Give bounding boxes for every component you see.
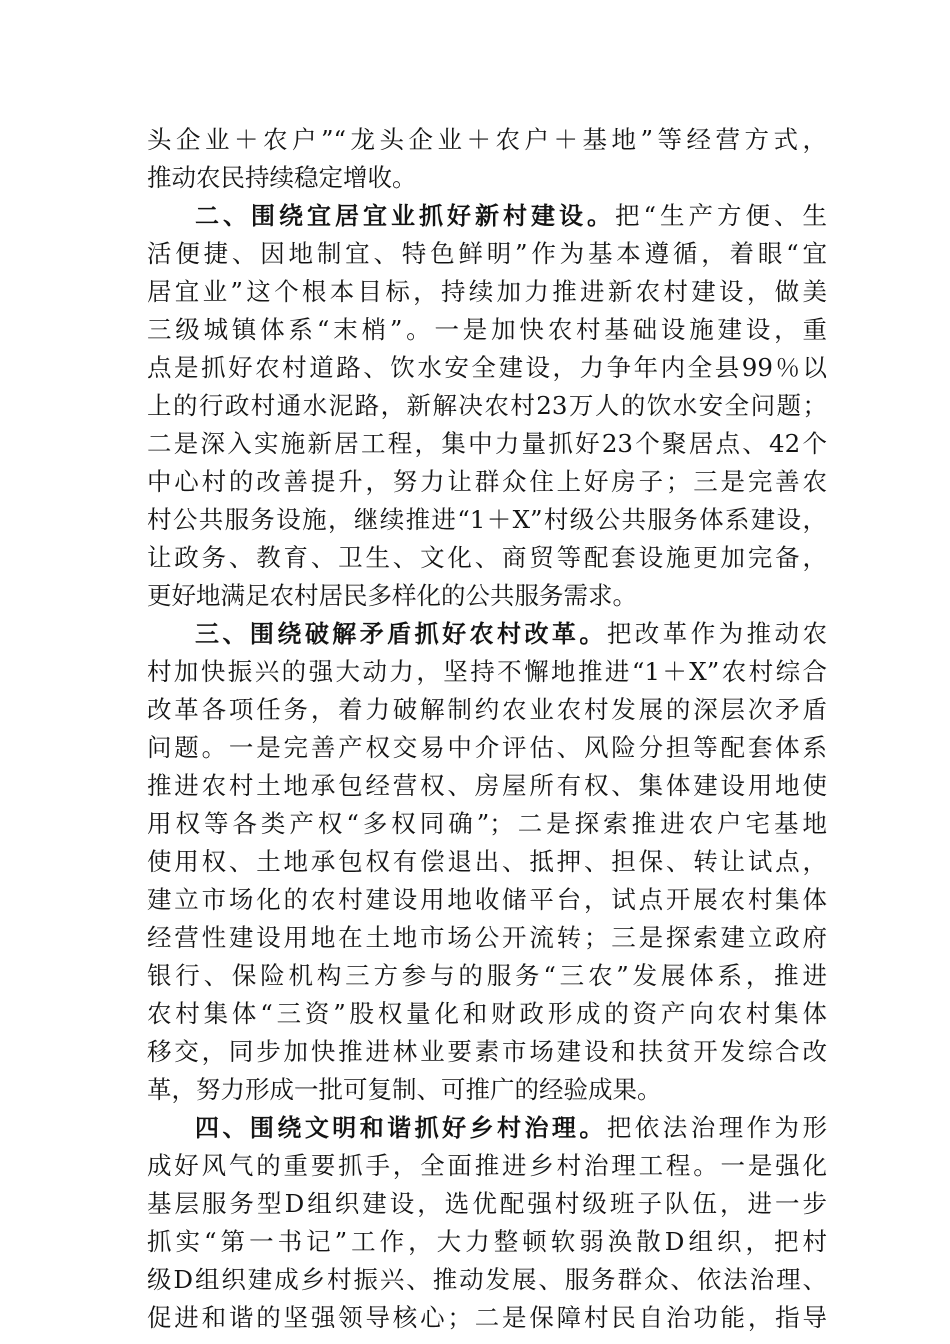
text-line: 用权等各类产权“多权同确”；二是探索推进农户宅基地 — [147, 809, 827, 838]
text-line: 使用权、土地承包权有偿退出、抵押、担保、转让试点， — [147, 847, 827, 876]
section-2-first-line — [195, 196, 827, 236]
text-line: 活便捷、因地制宜、特色鲜明”作为基本遵循，着眼“宜 — [147, 239, 827, 268]
text-line: 基层服务型D组织建设，选优配强村级班子队伍，进一步 — [147, 1189, 827, 1218]
text-line: 银行、保险机构三方参与的服务“三农”发展体系，推进 — [147, 961, 827, 990]
text-line: 经营性建设用地在土地市场公开流转；三是探索建立政府 — [147, 923, 827, 952]
text-line: 三级城镇体系“末梢”。一是加快农村基础设施建设，重 — [147, 315, 827, 344]
text-line: 推动农民持续稳定增收。 — [147, 163, 417, 192]
text-line: 村加快振兴的强大动力，坚持不懈地推进“1＋X”农村综合 — [147, 657, 827, 686]
section-4-heading: 四、围绕文明和谐抓好乡村治理。 — [195, 1114, 607, 1142]
text-line: 头企业＋农户”“龙头企业＋农户＋基地”等经营方式， — [147, 125, 827, 154]
text-line: 更好地满足农村居民多样化的公共服务需求。 — [147, 581, 637, 610]
text-line: 二是深入实施新居工程，集中力量抓好23个聚居点、42个 — [147, 429, 827, 458]
text-line: 改革各项任务，着力破解制约农业农村发展的深层次矛盾 — [147, 695, 827, 724]
text-line: 级D组织建成乡村振兴、推动发展、服务群众、依法治理、 — [147, 1265, 827, 1294]
text-line: 农村集体“三资”股权量化和财政形成的资产向农村集体 — [147, 999, 827, 1028]
section-2-first-line-text: 把“生产方便、生 — [614, 201, 827, 230]
text-line: 促进和谐的坚强领导核心；二是保障村民自治功能，指导 — [147, 1303, 827, 1332]
text-line: 抓实“第一书记”工作，大力整顿软弱涣散D组织，把村 — [147, 1227, 827, 1256]
text-line: 革，努力形成一批可复制、可推广的经验成果。 — [147, 1075, 662, 1104]
text-line: 让政务、教育、卫生、文化、商贸等配套设施更加完备， — [147, 543, 827, 572]
text-line: 点是抓好农村道路、饮水安全建设，力争年内全县99％以 — [147, 353, 827, 382]
section-3-first-line-text: 把改革作为推动农 — [606, 619, 828, 648]
section-2-heading: 二、围绕宜居宜业抓好新村建设。 — [195, 202, 615, 230]
section-4-first-line — [195, 1108, 827, 1148]
text-line: 问题。一是完善产权交易中介评估、风险分担等配套体系 — [147, 733, 827, 762]
text-line: 中心村的改善提升，努力让群众住上好房子；三是完善农 — [147, 467, 827, 496]
text-line: 居宜业”这个根本目标，持续加力推进新农村建设，做美 — [147, 277, 827, 306]
section-3-heading: 三、围绕破解矛盾抓好农村改革。 — [195, 620, 607, 648]
text-line: 移交，同步加快推进林业要素市场建设和扶贫开发综合改 — [147, 1037, 827, 1066]
section-3-first-line — [195, 614, 827, 654]
text-line: 成好风气的重要抓手，全面推进乡村治理工程。一是强化 — [147, 1151, 827, 1180]
section-4-first-line-text: 把依法治理作为形 — [606, 1113, 828, 1142]
text-line: 建立市场化的农村建设用地收储平台，试点开展农村集体 — [147, 885, 827, 914]
text-line: 上的行政村通水泥路，新解决农村23万人的饮水安全问题； — [147, 391, 827, 420]
text-line: 推进农村土地承包经营权、房屋所有权、集体建设用地使 — [147, 771, 827, 800]
text-line: 村公共服务设施，继续推进“1＋X”村级公共服务体系建设， — [147, 505, 827, 534]
